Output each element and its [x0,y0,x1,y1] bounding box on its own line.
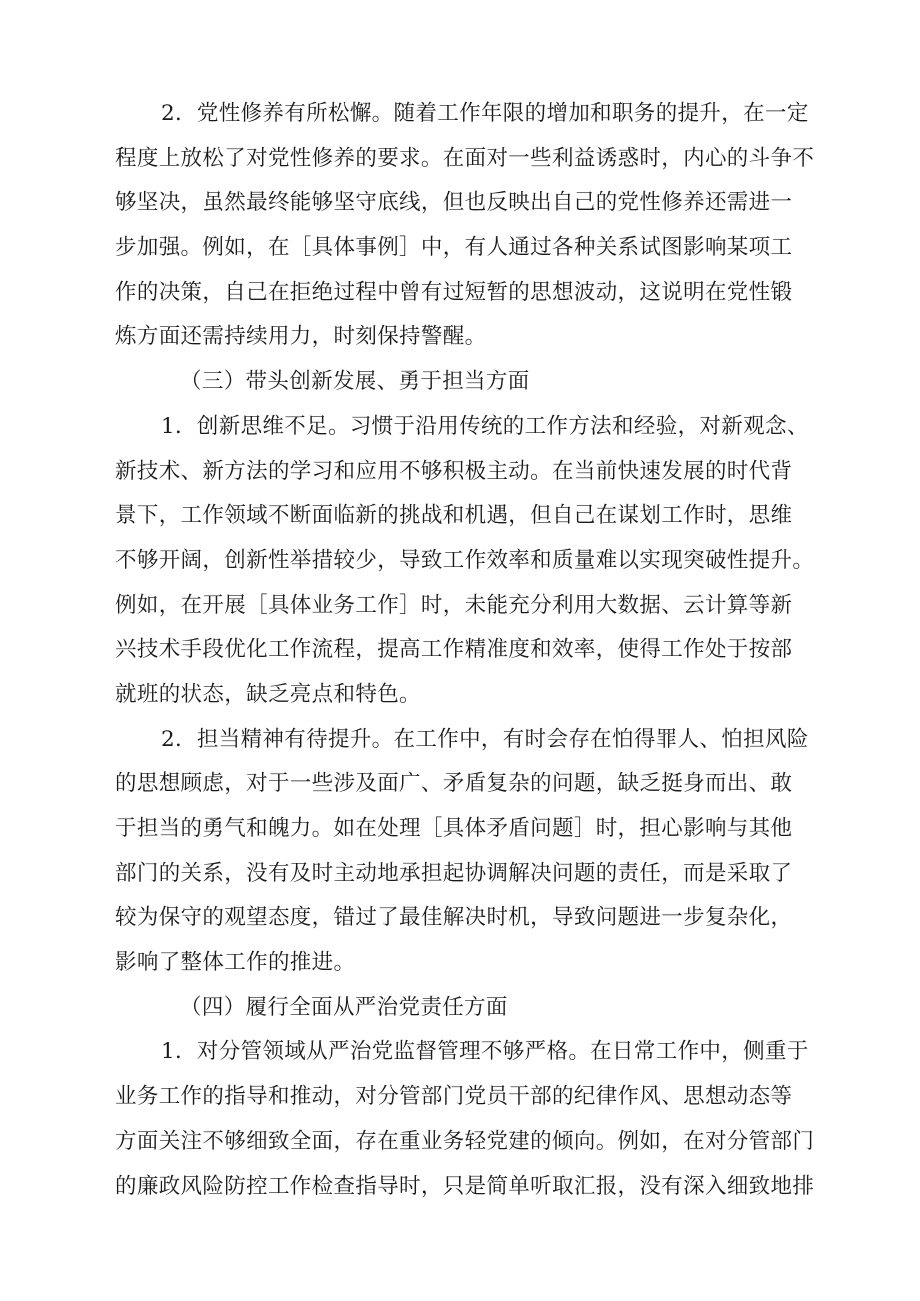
section-heading: （三）带头创新发展、勇于担当方面 [180,369,530,395]
paragraph-line: 景下，工作领域不断面临新的挑战和机遇，但自己在谋划工作时，思维 [115,503,793,529]
paragraph-line: 于担当的勇气和魄力。如在处理［具体矛盾问题］时，担心影响与其他 [115,816,793,841]
paragraph-line: 较为保守的观望态度，错过了最佳解决时机，导致问题进一步复杂化， [115,905,793,931]
paragraph-line: 新技术、新方法的学习和应用不够积极主动。在当前快速发展的时代背 [115,458,793,484]
paragraph-line: 影响了整体工作的推进。 [115,950,356,976]
paragraph-line: 2．党性修养有所松懈。随着工作年限的增加和职务的提升，在一定 [161,101,809,126]
paragraph-line: 的思想顾虑，对于一些涉及面广、矛盾复杂的问题，缺乏挺身而出、敢 [115,771,793,797]
document-body [115,92,837,1209]
paragraph-line: 炼方面还需持续用力，时刻保持警醒。 [115,324,487,350]
paragraph-line: 方面关注不够细致全面，存在重业务轻党建的倾向。例如，在对分管部门 [115,1128,815,1154]
paragraph-line: 1．对分管领域从严治党监督管理不够严格。在日常工作中，侧重于 [161,1039,809,1065]
section-heading: （四）履行全面从严治党责任方面 [180,994,508,1020]
paragraph-line: 的廉政风险防控工作检查指导时，只是简单听取汇报，没有深入细致地排 [115,1173,815,1199]
paragraph-line: 部门的关系，没有及时主动地承担起协调解决问题的责任，而是采取了 [115,860,793,886]
paragraph-line: 2．担当精神有待提升。在工作中，有时会存在怕得罪人、怕担风险 [161,726,809,752]
paragraph-line: 够坚决，虽然最终能够坚守底线，但也反映出自己的党性修养还需进一 [115,190,793,216]
paragraph-line: 不够开阔，创新性举措较少，导致工作效率和质量难以实现突破性提升。 [115,547,815,573]
paragraph-line: 作的决策，自己在拒绝过程中曾有过短暂的思想波动，这说明在党性锻 [115,279,793,305]
paragraph-line: 业务工作的指导和推动，对分管部门党员干部的纪律作风、思想动态等 [115,1084,793,1110]
paragraph-line: 兴技术手段优化工作流程，提高工作精准度和效率，使得工作处于按部 [115,637,793,663]
paragraph-line: 步加强。例如，在［具体事例］中，有人通过各种关系试图影响某项工 [115,235,793,261]
paragraph-line: 例如，在开展［具体业务工作］时，未能充分利用大数据、云计算等新 [115,592,793,618]
paragraph-line: 程度上放松了对党性修养的要求。在面对一些利益诱惑时，内心的斗争不 [115,145,815,171]
paragraph-line: 就班的状态，缺乏亮点和特色。 [115,681,421,707]
paragraph-line: 1．创新思维不足。习惯于沿用传统的工作方法和经验，对新观念、 [161,413,809,439]
